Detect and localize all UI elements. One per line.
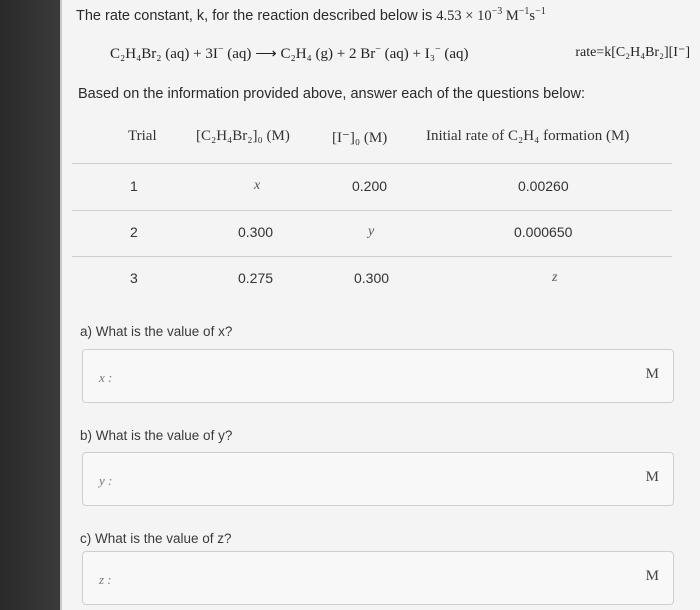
answer-label-x: x : bbox=[99, 370, 113, 385]
unit-label-y: M bbox=[645, 469, 659, 485]
product-2-state: (aq) + I₃ bbox=[380, 46, 435, 62]
product-1: C₂H₄ (g) + 2 Br bbox=[280, 46, 376, 62]
header-c2h4br2: [C₂H₄Br₂]₀ (M) bbox=[196, 128, 290, 144]
instructions: Based on the information provided above, answer each of the questions below: bbox=[78, 86, 586, 102]
k-mantissa: 4.53 × 10 bbox=[436, 7, 492, 24]
unit-label-x: M bbox=[645, 366, 659, 382]
answer-input-x[interactable] bbox=[119, 362, 639, 392]
divider bbox=[72, 210, 672, 211]
reactant-1: C₂H₄Br₂ bbox=[110, 46, 162, 62]
intro-sentence: The rate constant, k, for the reaction described below is bbox=[76, 7, 433, 24]
question-b: b) What is the value of y? bbox=[80, 428, 233, 443]
k-units-m: M bbox=[502, 7, 519, 24]
answer-box-x bbox=[82, 349, 674, 403]
answer-label-z: z : bbox=[99, 572, 112, 587]
product-3-state: (aq) bbox=[440, 46, 469, 62]
question-sheet bbox=[60, 0, 700, 610]
k-units-s-exp: −1 bbox=[535, 6, 546, 17]
question-c: c) What is the value of z? bbox=[80, 531, 232, 546]
answer-input-y[interactable] bbox=[119, 465, 639, 495]
divider bbox=[72, 163, 672, 164]
answer-input-z[interactable] bbox=[119, 564, 639, 594]
cell-c2h4br2: 0.300 bbox=[238, 224, 274, 240]
header-trial: Trial bbox=[128, 128, 157, 144]
intro-text bbox=[76, 6, 546, 25]
divider bbox=[72, 256, 672, 257]
question-a: a) What is the value of x? bbox=[80, 324, 233, 339]
triiodide-charge: − bbox=[434, 44, 441, 55]
cell-rate: 0.000650 bbox=[514, 224, 573, 240]
cell-iodide: 0.300 bbox=[354, 270, 390, 286]
header-initial-rate: Initial rate of C₂H₄ formation (M) bbox=[426, 128, 630, 144]
k-units-m-exp: −1 bbox=[518, 6, 530, 17]
cell-rate: 0.00260 bbox=[518, 178, 569, 194]
answer-label-y: y : bbox=[99, 473, 113, 488]
cell-c2h4br2: x bbox=[254, 178, 261, 193]
cell-rate: z bbox=[552, 270, 558, 285]
k-exponent: −3 bbox=[491, 6, 503, 17]
reaction-arrow: ⟶ bbox=[251, 46, 281, 62]
rate-constant-value bbox=[436, 8, 545, 24]
rate-law: rate=k[C₂H₄Br₂][I⁻] bbox=[575, 45, 690, 60]
cell-c2h4br2: 0.275 bbox=[238, 270, 274, 286]
cell-trial: 2 bbox=[130, 224, 138, 240]
bromide-charge: − bbox=[375, 44, 381, 55]
reactant-2-state: (aq) bbox=[223, 46, 252, 62]
cell-iodide: y bbox=[368, 224, 375, 239]
cell-iodide: 0.200 bbox=[352, 178, 388, 194]
reaction-equation bbox=[110, 44, 690, 63]
header-iodide: [I⁻]₀ (M) bbox=[332, 130, 388, 146]
cell-trial: 3 bbox=[130, 270, 138, 286]
reactant-1-state: (aq) + 3I bbox=[161, 46, 218, 62]
answer-box-y bbox=[82, 452, 674, 506]
cell-trial: 1 bbox=[130, 178, 138, 194]
answer-box-z bbox=[82, 551, 674, 605]
k-units-s: s bbox=[529, 7, 536, 24]
iodide-charge: − bbox=[217, 44, 224, 55]
unit-label-z: M bbox=[645, 568, 659, 584]
